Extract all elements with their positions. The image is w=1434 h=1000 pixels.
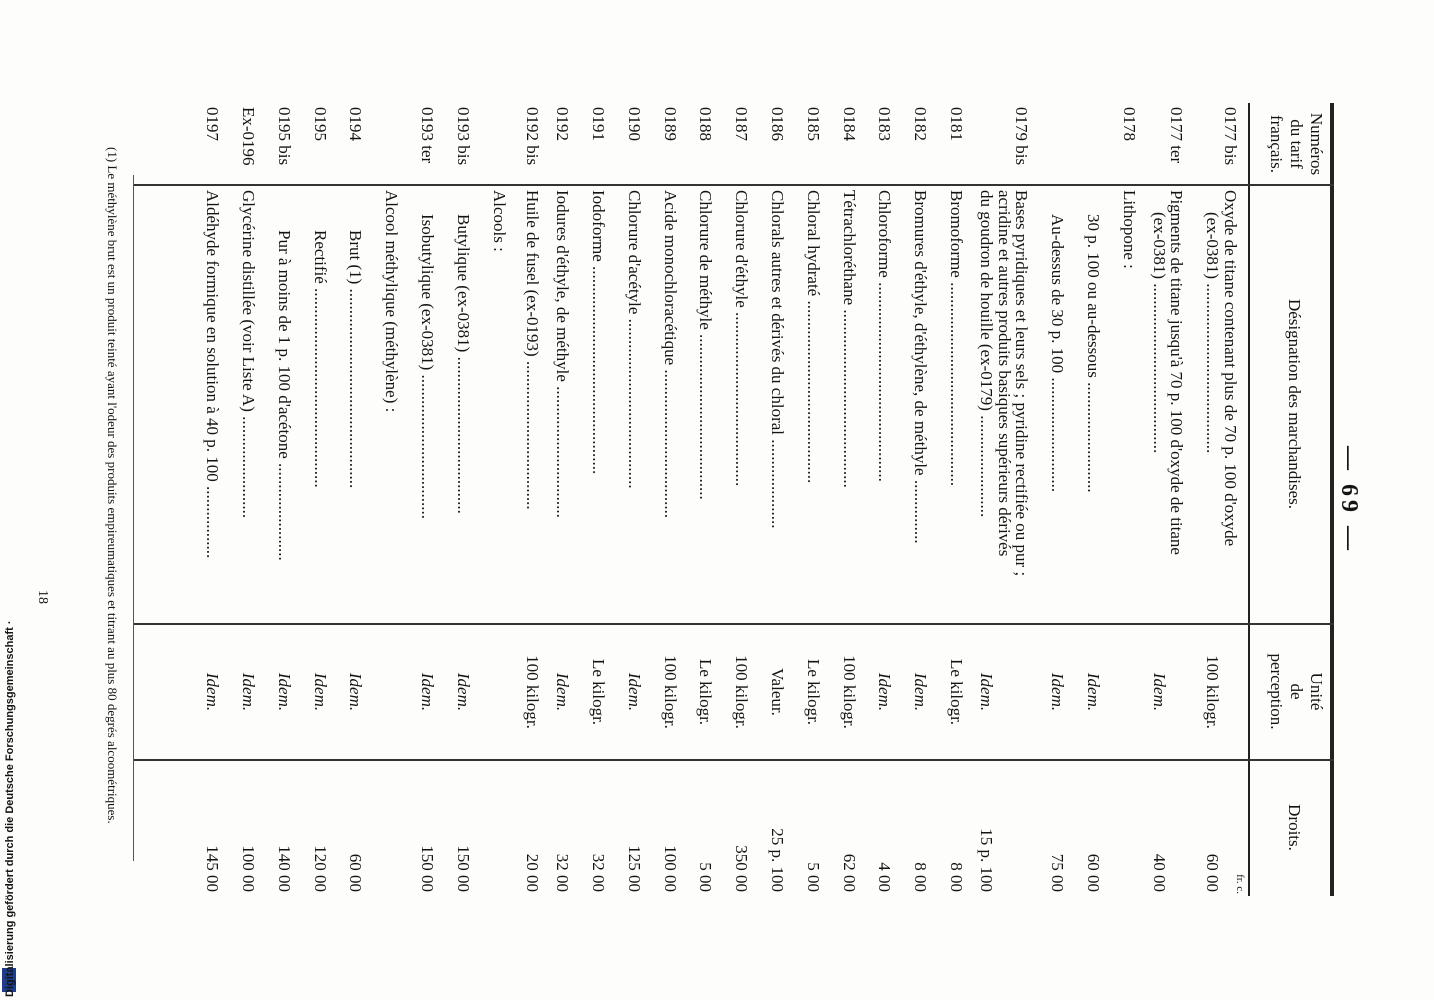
duty-amount: 25 p. 100 <box>768 828 787 892</box>
duty-amount: 60 00 <box>1084 853 1103 892</box>
tariff-number: 0186 <box>768 107 787 141</box>
goods-designation: Alcools : <box>489 190 509 252</box>
goods-designation: Aldéhyde formique en solution à 40 p. 100 ................. <box>203 190 223 559</box>
header-goods-designation: Désignation des marchandises. <box>1285 298 1304 510</box>
duty-amount: 150 00 <box>453 845 473 892</box>
goods-designation: Rectifié ............................................... <box>310 230 330 488</box>
collection-unit: Idem. <box>624 672 644 712</box>
column-divider <box>134 184 1334 186</box>
collection-unit: Idem. <box>1048 672 1068 712</box>
duty-amount: 20 00 <box>523 853 543 892</box>
tariff-number: 0197 <box>203 107 223 141</box>
duty-amount: 140 00 <box>274 845 294 892</box>
duty-amount: 15 p. 100 <box>976 828 996 892</box>
tariff-number: 0189 <box>660 107 680 141</box>
duty-amount: 60 00 <box>346 853 366 892</box>
goods-designation: Chlorure de méthyle ....................................... <box>696 190 716 500</box>
collection-unit: Idem. <box>553 672 573 712</box>
tariff-number: 0192 <box>553 107 573 141</box>
goods-designation: Brut (1) ............................................... <box>346 230 366 489</box>
duty-amount: 120 00 <box>310 845 330 892</box>
duty-amount: 125 00 <box>624 845 644 892</box>
tariff-number: 0192 bis <box>523 107 543 166</box>
collection-unit: Idem. <box>976 672 996 712</box>
collection-unit: Idem. <box>911 672 931 712</box>
footnote: (1) Le méthylène brut est un produit teinté ayant l'odeur des produits empireumatiques et titrant au plus 80 degrés alcoométriques. <box>105 147 120 824</box>
collection-unit: Idem. <box>1084 672 1103 712</box>
duty-amount: 32 00 <box>553 853 573 892</box>
goods-designation: Tétrachloréthane .......................................... <box>839 190 859 488</box>
collection-unit: 100 kilogr. <box>1203 655 1223 729</box>
collection-unit: 100 kilogr. <box>523 655 543 729</box>
goods-designation: Chlorure d'éthyle ......................................... <box>732 190 752 487</box>
duty-amount: 100 00 <box>239 845 258 892</box>
goods-designation: Glycérine distillée (voir Liste A) ........................ <box>239 190 258 519</box>
goods-designation: Chlorals autres et dérivés du chloral ..................... <box>768 190 787 529</box>
goods-designation: Bases pyridiques et leurs sels ; pyridine rectifiée ou pur ; <box>1012 190 1032 577</box>
collection-unit: Le kilogr. <box>803 658 823 726</box>
collection-unit: 100 kilogr. <box>660 655 680 729</box>
table-bottom-rule <box>133 175 134 861</box>
tariff-number: 0177 bis <box>1221 107 1240 166</box>
collection-unit: Idem. <box>418 672 437 712</box>
duty-amount: 8 00 <box>911 862 931 892</box>
duty-amount: 145 00 <box>203 845 223 892</box>
goods-designation: Bromures d'éthyle, d'éthylène, de méthyle ............... <box>911 190 931 544</box>
goods-designation: Bromoforme ................................................ <box>947 190 966 487</box>
duty-amount: 8 00 <box>947 862 966 892</box>
tariff-number: 0184 <box>839 107 859 141</box>
page-number: — 69 — <box>1336 446 1362 554</box>
goods-designation: Huile de fusel (ex-0193) ................................... <box>523 190 543 510</box>
column-divider <box>134 759 1334 761</box>
header-tariff-number: Numéros du tarif français. <box>1267 112 1326 176</box>
column-divider <box>134 623 1334 625</box>
duty-amount: 100 00 <box>660 845 680 892</box>
goods-designation: Au-dessus de 30 p. 100 ........................... <box>1048 214 1068 493</box>
collection-unit: Idem. <box>274 672 294 712</box>
collection-unit: 100 kilogr. <box>732 655 752 729</box>
tariff-number: 0182 <box>911 107 931 141</box>
goods-designation: Acide monochloracétique ................................... <box>660 190 680 519</box>
goods-designation: Pur à moins de 1 p. 100 d'acétone ....................... <box>274 230 294 561</box>
collection-unit: Idem. <box>310 672 330 712</box>
tariff-number: Ex-0196 <box>239 107 258 166</box>
printer-signature: 18 <box>35 590 50 604</box>
duty-amount: 32 00 <box>589 853 608 892</box>
goods-designation: Butylique (ex-0381) ..................................... <box>453 214 473 514</box>
collection-unit: 100 kilogr. <box>839 655 859 729</box>
tariff-number: 0193 ter <box>418 107 437 164</box>
collection-unit: Le kilogr. <box>947 658 966 726</box>
collection-unit: Valeur. <box>768 668 787 716</box>
collection-unit: Idem. <box>346 672 366 712</box>
duty-amount: 60 00 <box>1203 853 1223 892</box>
goods-designation: acridine et autres produits basiques supérieurs dérivés <box>994 190 1014 557</box>
header-collection-unit: Unité de perception. <box>1267 653 1326 730</box>
tariff-number: 0195 <box>310 107 330 141</box>
duty-amount: 40 00 <box>1149 853 1169 892</box>
duty-amount: 62 00 <box>839 853 859 892</box>
duty-amount: 4 00 <box>875 862 895 892</box>
goods-designation: Chloroforme ............................................... <box>875 190 895 482</box>
collection-unit: Le kilogr. <box>696 658 716 726</box>
table-top-rule <box>1330 103 1334 896</box>
duty-amount: 350 00 <box>732 845 752 892</box>
collection-unit: Idem. <box>1149 672 1169 712</box>
tariff-number: 0178 <box>1119 107 1139 141</box>
tariff-number: 0194 <box>346 107 366 141</box>
digitization-credit: Digitalisierung gefördert durch die Deutsche Forschungsgemeinschaft · <box>4 620 16 997</box>
goods-designation: Chloral hydraté ........................................... <box>803 190 823 484</box>
goods-designation: (ex-0381) ........................................ <box>1149 212 1169 454</box>
collection-unit: Idem. <box>453 672 473 712</box>
tariff-number: 0177 ter <box>1167 107 1187 164</box>
collection-unit: Idem. <box>203 672 223 712</box>
collection-unit: Le kilogr. <box>589 658 608 726</box>
tariff-number: 0195 bis <box>274 107 294 166</box>
duty-amount: 150 00 <box>418 845 437 892</box>
goods-designation: Lithopone : <box>1119 190 1139 269</box>
header-duties: Droits. <box>1285 804 1304 851</box>
currency-header: fr. c. <box>1234 874 1246 894</box>
goods-designation: Iodoforme ................................................. <box>589 190 608 475</box>
duty-amount: 5 00 <box>803 862 823 892</box>
table-header-rule <box>1248 103 1250 896</box>
duty-amount: 75 00 <box>1048 853 1068 892</box>
collection-unit: Idem. <box>239 672 258 712</box>
goods-designation: du goudron de houille (ex-0179) ........................ <box>976 190 996 518</box>
goods-designation: Alcool méthylique (méthylène) : <box>382 190 402 413</box>
tariff-number: 0183 <box>875 107 895 141</box>
duty-amount: 5 00 <box>696 862 716 892</box>
tariff-number: 0193 bis <box>453 107 473 166</box>
goods-designation: Chlorure d'acétyle ........................................ <box>624 190 644 489</box>
collection-unit: Idem. <box>875 672 895 712</box>
tariff-number: 0179 bis <box>1012 107 1032 166</box>
tariff-number: 0190 <box>624 107 644 141</box>
goods-designation: Oxyde de titane contenant plus de 70 p. 100 d'oxyde <box>1221 190 1240 547</box>
goods-designation: Pigments de titane jusqu'à 70 p. 100 d'oxyde de titane <box>1167 190 1187 555</box>
tariff-number: 0181 <box>947 107 966 141</box>
goods-designation: Iodures d'éthyle, de méthyle ............................... <box>553 190 573 518</box>
goods-designation: (ex-0381) ........................................ <box>1203 212 1223 454</box>
tariff-number: 0188 <box>696 107 716 141</box>
tariff-number: 0185 <box>803 107 823 141</box>
tariff-number: 0191 <box>589 107 608 141</box>
goods-designation: Isobutylique (ex-0381) .................................. <box>418 214 437 520</box>
tariff-number: 0187 <box>732 107 752 141</box>
goods-designation: 30 p. 100 ou au-dessous .......................... <box>1084 214 1103 493</box>
